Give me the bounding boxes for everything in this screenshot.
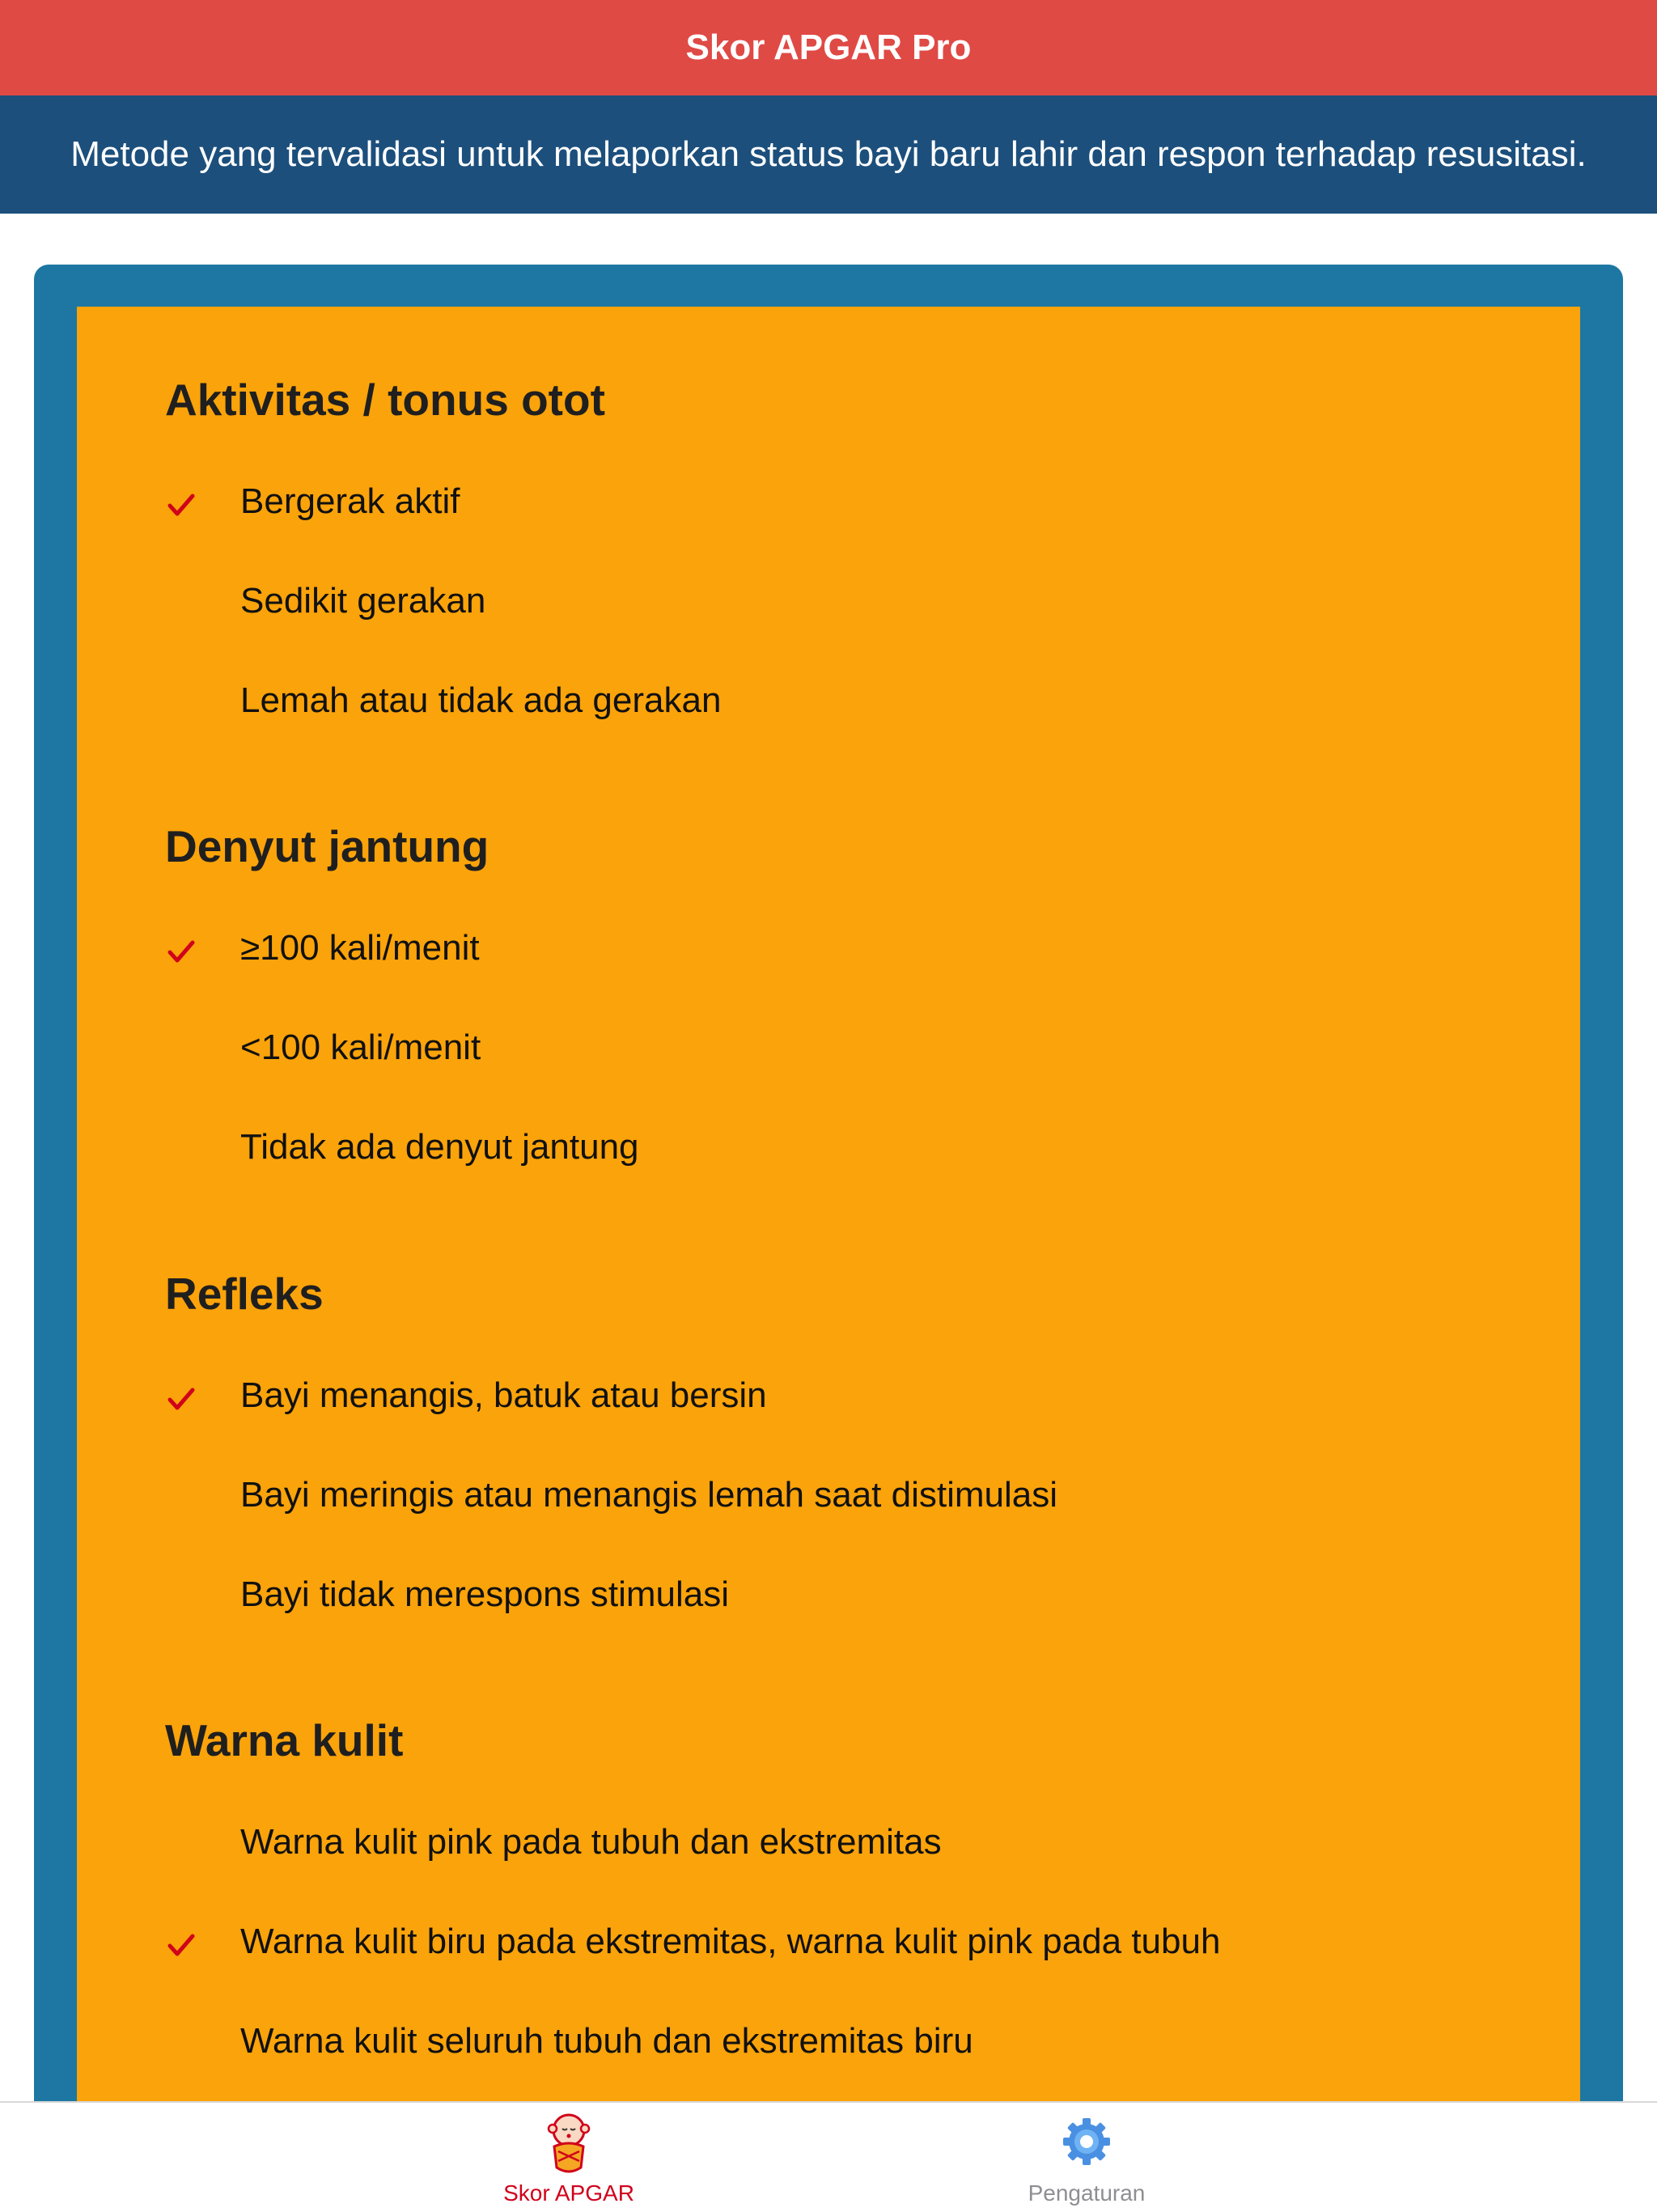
option-refleks-3[interactable] xyxy=(77,1557,1580,1638)
section-title-aktivitas-tonus-otot: Aktivitas / tonus otot xyxy=(165,375,605,425)
option-denyut-jantung-2[interactable] xyxy=(77,1011,1580,1091)
option-label: Sedikit gerakan xyxy=(240,581,486,621)
tab-bar xyxy=(0,2101,1657,2212)
subtitle-banner xyxy=(0,95,1657,214)
tab-label: Skor APGAR xyxy=(503,2180,634,2206)
subtitle-text: Metode yang tervalidasi untuk melaporkan status bayi baru lahir dan respon terhadap resusitasi. xyxy=(70,134,1587,174)
option-refleks-1[interactable] xyxy=(77,1358,1580,1439)
gear-icon xyxy=(1058,2111,1115,2176)
option-label: Lemah atau tidak ada gerakan xyxy=(240,680,722,720)
option-label: Bayi menangis, batuk atau bersin xyxy=(240,1375,767,1415)
section-title-warna-kulit: Warna kulit xyxy=(165,1715,404,1765)
option-label: <100 kali/menit xyxy=(240,1028,481,1067)
option-aktivitas-tonus-otot-2[interactable] xyxy=(77,564,1580,645)
option-denyut-jantung-3[interactable] xyxy=(77,1110,1580,1191)
checkmark-icon xyxy=(165,489,197,521)
baby-icon xyxy=(540,2111,597,2176)
option-label: Bayi meringis atau menangis lemah saat distimulasi xyxy=(240,1475,1058,1515)
option-label: Tidak ada denyut jantung xyxy=(240,1127,639,1167)
option-label: Warna kulit pink pada tubuh dan ekstremitas xyxy=(240,1822,942,1862)
option-label: Bergerak aktif xyxy=(240,481,460,521)
option-label: Warna kulit biru pada ekstremitas, warna kulit pink pada tubuh xyxy=(240,1922,1221,1961)
app-title: Skor APGAR Pro xyxy=(685,28,972,67)
option-aktivitas-tonus-otot-1[interactable] xyxy=(77,464,1580,545)
option-denyut-jantung-1[interactable] xyxy=(77,911,1580,992)
tab-label: Pengaturan xyxy=(1028,2180,1146,2206)
score-card xyxy=(34,265,1623,2174)
checkmark-icon xyxy=(165,1929,197,1961)
nav-bar xyxy=(0,0,1657,95)
checkmark-icon xyxy=(165,935,197,968)
tab-skor-apgar[interactable] xyxy=(447,2103,690,2212)
section-title-refleks: Refleks xyxy=(165,1269,324,1319)
option-label: ≥100 kali/menit xyxy=(240,928,480,968)
option-refleks-2[interactable] xyxy=(77,1458,1580,1539)
option-label: Bayi tidak merespons stimulasi xyxy=(240,1574,730,1614)
option-warna-kulit-2[interactable] xyxy=(77,1905,1580,1985)
option-warna-kulit-3[interactable] xyxy=(77,2004,1580,2085)
option-warna-kulit-1[interactable] xyxy=(77,1805,1580,1886)
score-card-content xyxy=(77,307,1580,2184)
option-aktivitas-tonus-otot-3[interactable] xyxy=(77,663,1580,744)
section-title-denyut-jantung: Denyut jantung xyxy=(165,821,489,871)
option-label: Warna kulit seluruh tubuh dan ekstremitas biru xyxy=(240,2021,973,2061)
checkmark-icon xyxy=(165,1383,197,1415)
tab-pengaturan[interactable] xyxy=(965,2103,1208,2212)
